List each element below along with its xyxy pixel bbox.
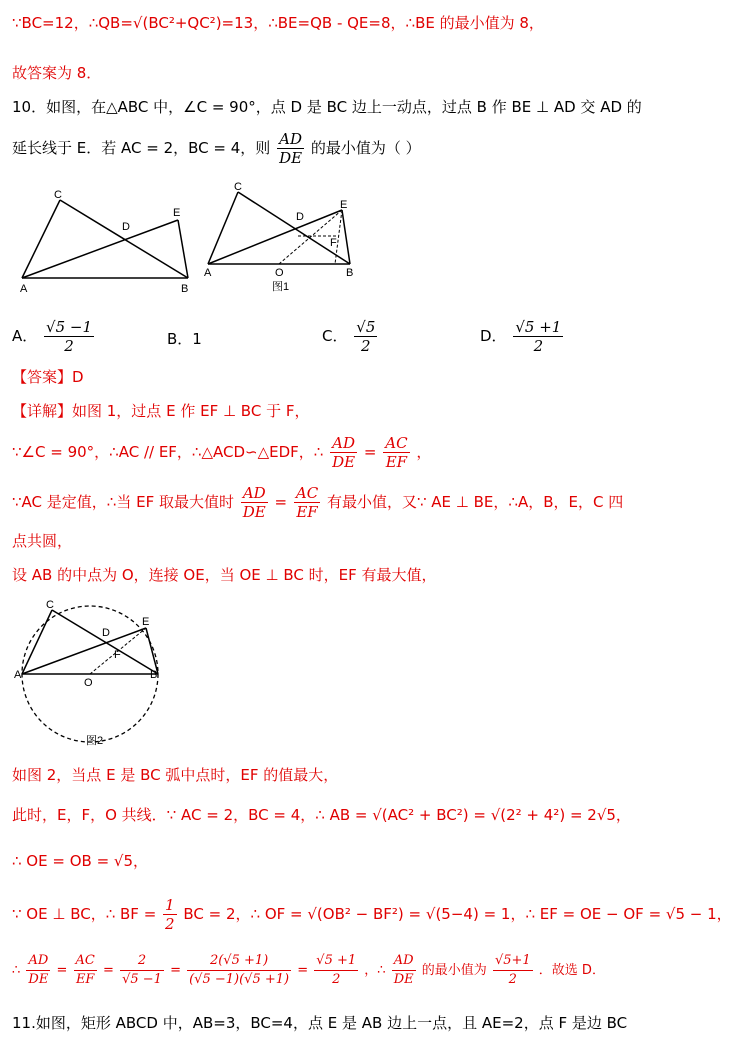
option-a: A． $\frac{√5 -1}{2}$ [12, 318, 93, 355]
q11-stem: 11.如图，矩形 ABCD 中，AB=3，BC=4，点 E 是 AB 边上一点，且 AE=2，点 F 是边 BC [12, 1014, 628, 1032]
detail-line-1: 【详解】如图 1，过点 E 作 EF ⊥ BC 于 F， [12, 402, 310, 420]
q10-stem-line-1: 10．如图，在△ABC 中，∠C = 90°，点 D 是 BC 边上一动点，过点 B 作 BE ⊥ AD 交 AD 的 [12, 98, 642, 116]
fig1b-label-C: C [234, 181, 242, 193]
fig2-label-B: B [150, 669, 158, 681]
answer-line: 【答案】D [12, 368, 84, 386]
fig2-label-E: E [142, 616, 150, 628]
fig2-label-D: D [102, 627, 110, 639]
fig1b-label-F: F [330, 237, 337, 249]
fig2-caption: 图2 [86, 735, 104, 747]
fig1b-label-D: D [296, 211, 304, 223]
prev-solution-line-1: ∵BC=12，∴QB=√(BC²+QC²)=13，∴BE=QB - QE=8，∴BE 的最小值为 8， [12, 14, 544, 32]
fig1-caption: 图1 [272, 281, 290, 293]
prev-solution-line-2: 故答案为 8． [12, 64, 102, 82]
fig1-label-C: C [54, 189, 62, 201]
detail-line-9: ∵ OE ⊥ BC，∴ BF = $\frac{1}{2}$ BC = 2，∴ OF = √(OB² − BF²) = √(5−4) = 1，∴ EF = OE − OF = √5 − 1， [12, 896, 732, 933]
option-d: D． $\frac{√5 +1}{2}$ [480, 318, 562, 355]
q10-frac-den: DE [279, 149, 303, 167]
detail-line-5: 设 AB 的中点为 O，连接 OE，当 OE ⊥ BC 时，EF 有最大值， [12, 566, 437, 584]
fig2-label-F: F [114, 649, 121, 661]
detail-line-4: 点共圆， [12, 532, 73, 550]
detail-line-10: ∴ $\frac{AD}{DE}$ = $\frac{AC}{EF}$ = $\frac{2}{√5 -1}$ = $\frac{2(√5 +1)}{(√5 -1)(√5 +1)}$ = $\frac{√5 +1}{2}$ ，∴ $\frac{AD}{DE}$ 的最小值为 $\frac{√5+1}{2}$ ．故选 D． [12, 953, 605, 987]
detail-line-7: 此时，E，F，O 共线．∵ AC = 2，BC = 4，∴ AB = √(AC² + BC²) = √(2² + 4²) = 2√5， [12, 806, 631, 824]
fig1-label-D: D [122, 221, 130, 233]
fig2-label-C: C [46, 599, 54, 611]
fig1-label-B: B [181, 283, 189, 295]
fig1b-label-B: B [346, 267, 354, 279]
fig2-label-O: O [84, 677, 93, 689]
detail-line-8: ∴ OE = OB = √5， [12, 852, 149, 870]
option-b: B．1 [167, 330, 202, 348]
q10-stem-text-a: 延长线于 E．若 AC = 2，BC = 4，则 [12, 139, 271, 157]
q10-stem-fraction [277, 130, 304, 167]
q10-stem-text-b: 的最小值为（ ） [310, 139, 421, 157]
q10-stem-line-2 [12, 130, 421, 167]
q10-figure-2 [10, 598, 180, 748]
fig1b-label-O: O [275, 267, 284, 279]
detail-line-6: 如图 2，当点 E 是 BC 弧中点时，EF 的值最大， [12, 766, 339, 784]
q10-frac-num: AD [277, 130, 304, 149]
fig1b-label-E: E [340, 199, 348, 211]
fig1b-label-A: A [204, 267, 212, 279]
option-c: C． $\frac{√5}{2}$ [322, 318, 376, 355]
q10-figure-1 [10, 180, 370, 305]
detail-line-3: ∵AC 是定值，∴当 EF 取最大值时 $\frac{AD}{DE}$ = $\frac{AC}{EF}$ 有最小值，又∵ AE ⊥ BE，∴A，B，E，C 四 [12, 484, 624, 521]
fig2-label-A: A [14, 669, 22, 681]
detail-line-2: ∵∠C = 90°，∴AC // EF，∴△ACD∽△EDF，∴ $\frac{AD}{DE}$ = $\frac{AC}{EF}$ ， [12, 434, 432, 471]
fig1-label-A: A [20, 283, 28, 295]
fig1-label-E: E [173, 207, 181, 219]
